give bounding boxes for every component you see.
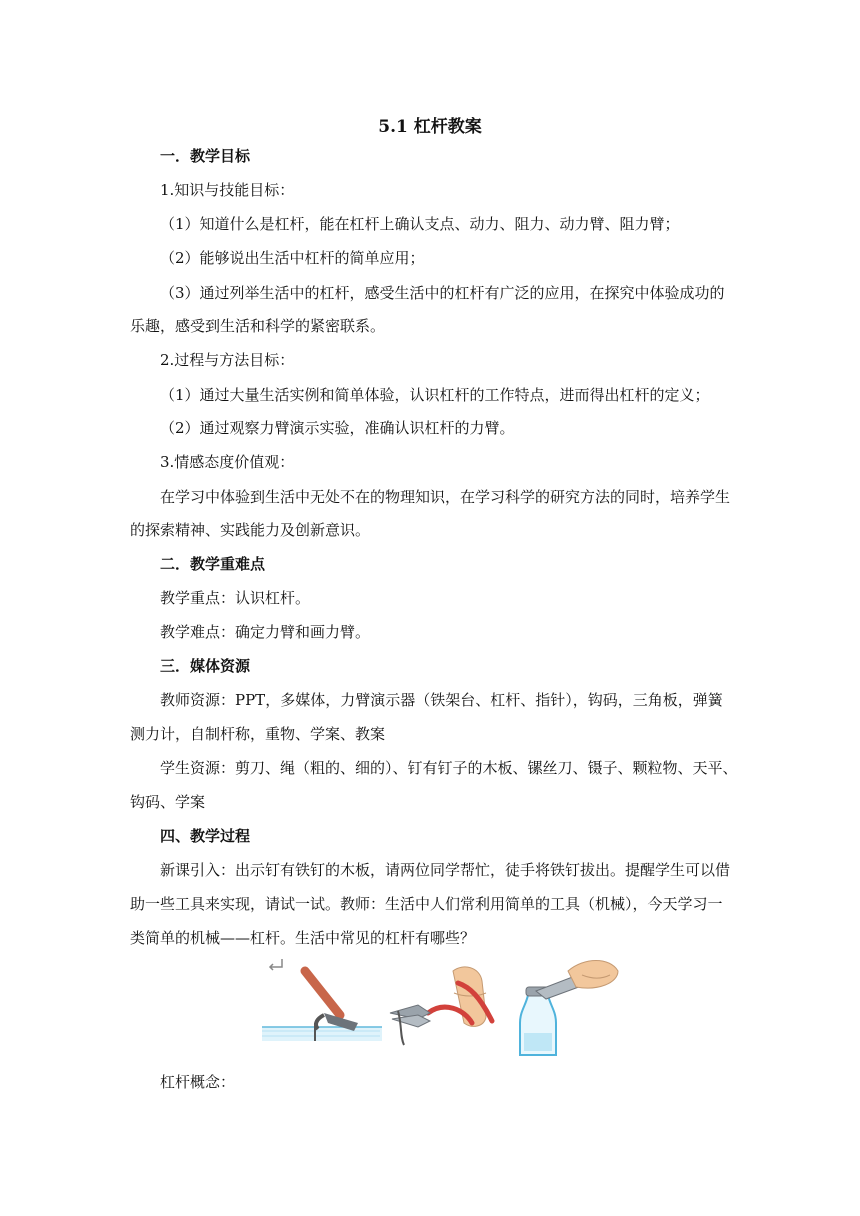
key-point: 教学重点：认识杠杆。 — [160, 589, 311, 607]
section-heading-objectives: 一．教学目标 — [160, 147, 251, 165]
difficult-point: 教学难点：确定力臂和画力臂。 — [160, 623, 371, 641]
teacher-resources-a: 教师资源：PPT，多媒体，力臂演示器（铁架台、杠杆、指针），钩码，三角板，弹簧 — [160, 691, 723, 709]
intro-paragraph-b: 助一些工具来实现，请试一试。教师：生活中人们常利用简单的工具（机械），今天学习一 — [130, 895, 723, 913]
student-resources-b: 钩码、学案 — [130, 793, 206, 811]
hammer-pulling-nail-icon — [262, 971, 382, 1041]
section-heading-key-points: 二．教学重难点 — [160, 555, 266, 573]
lever-examples-illustration — [258, 953, 648, 1057]
objective-item-3b: 乐趣，感受到生活和科学的紧密联系。 — [130, 317, 386, 335]
pliers-cutting-wire-icon — [390, 967, 492, 1045]
teacher-resources-b: 测力计，自制杆称，重物、学案、教案 — [130, 725, 386, 743]
values-paragraph-b: 的探索精神、实践能力及创新意识。 — [130, 521, 371, 539]
bottle-opener-icon — [520, 961, 618, 1056]
values-paragraph-a: 在学习中体验到生活中无处不在的物理知识，在学习科学的研究方法的同时，培养学生 — [160, 488, 731, 506]
section-heading-process: 四、教学过程 — [160, 827, 251, 845]
lever-concept-label: 杠杆概念： — [160, 1073, 236, 1091]
subheading-knowledge: 1.知识与技能目标： — [160, 181, 295, 199]
return-mark-icon — [270, 959, 282, 970]
subheading-process: 2.过程与方法目标： — [160, 351, 295, 369]
intro-paragraph-a: 新课引入：出示钉有铁钉的木板，请两位同学帮忙，徒手将铁钉拔出。提醒学生可以借 — [160, 861, 731, 879]
intro-paragraph-c: 类简单的机械——杠杆。生活中常见的杠杆有哪些？ — [130, 929, 476, 947]
page-title: 5.1 杠杆教案 — [378, 117, 482, 137]
objective-item-2: （2）能够说出生活中杠杆的简单应用； — [160, 249, 425, 267]
objective-item-4: （1）通过大量生活实例和简单体验，认识杠杆的工作特点，进而得出杠杆的定义； — [160, 386, 710, 404]
section-heading-media: 三．媒体资源 — [160, 657, 251, 675]
student-resources-a: 学生资源：剪刀、绳（粗的、细的）、钉有钉子的木板、镙丝刀、镊子、颗粒物、天平、 — [160, 759, 738, 777]
objective-item-5: （2）通过观察力臂演示实验，准确认识杠杆的力臂。 — [160, 419, 515, 437]
objective-item-3a: （3）通过列举生活中的杠杆，感受生活中的杠杆有广泛的应用，在探究中体验成功的 — [160, 284, 725, 302]
objective-item-1: （1）知道什么是杠杆，能在杠杆上确认支点、动力、阻力、动力臂、阻力臂； — [160, 215, 680, 233]
subheading-values: 3.情感态度价值观： — [160, 453, 295, 471]
